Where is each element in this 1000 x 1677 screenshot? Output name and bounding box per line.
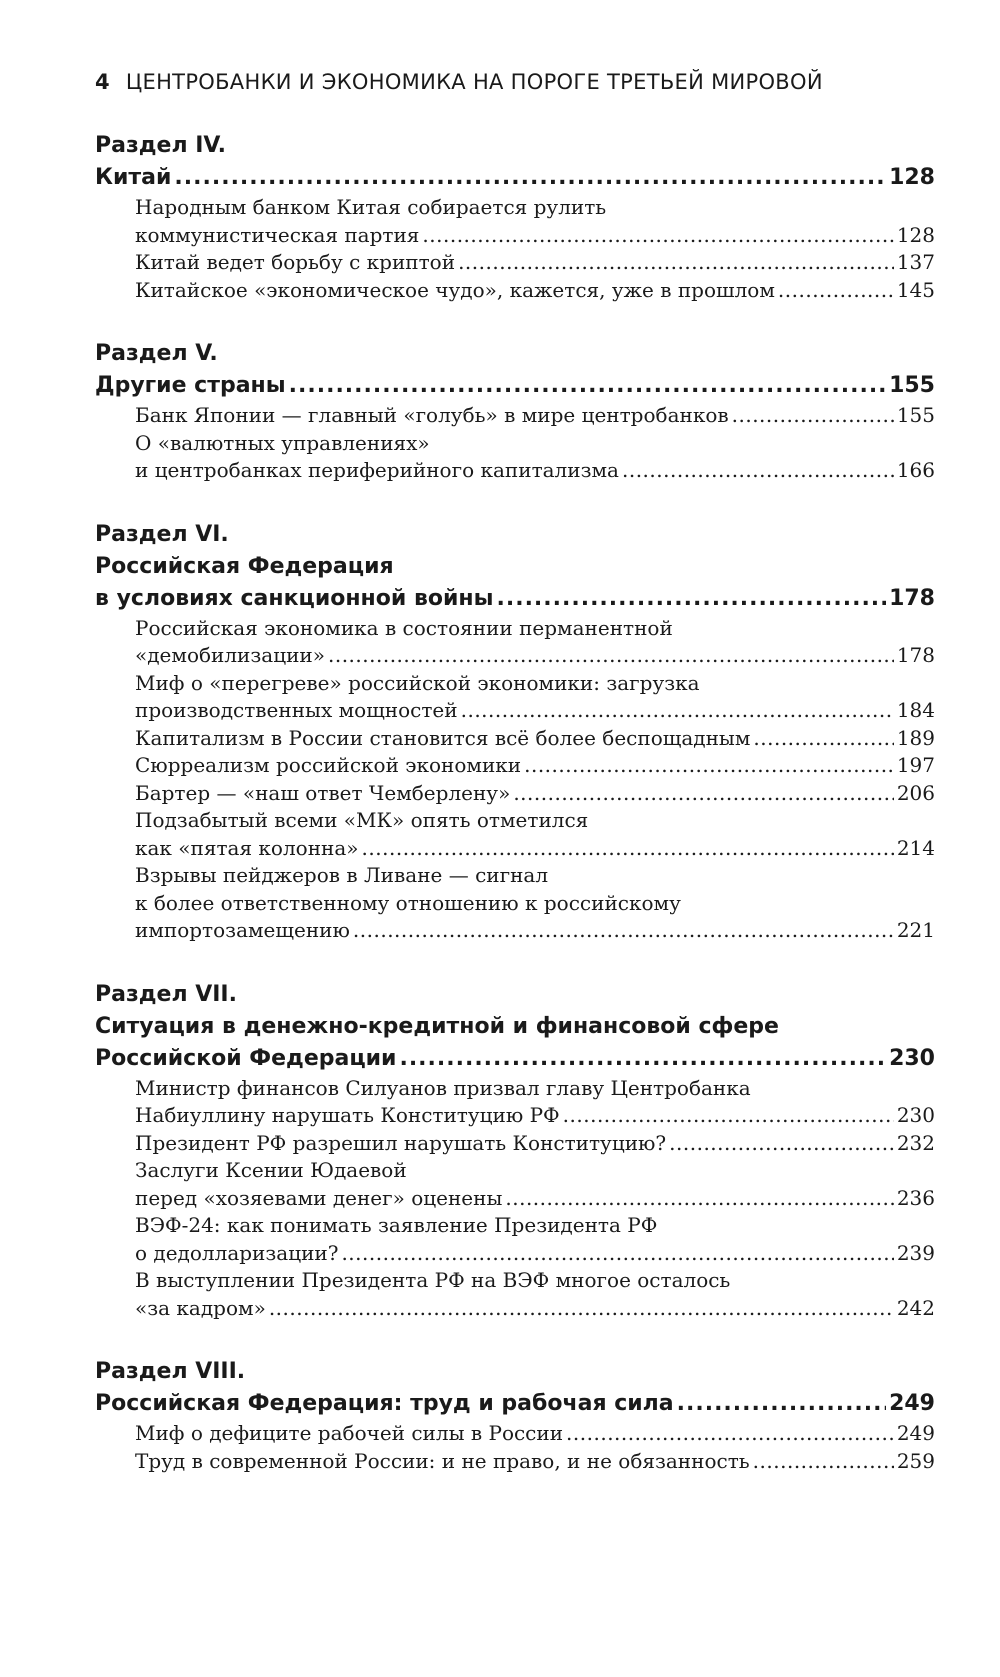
toc-entry-page-number: 214 [896,835,935,860]
section-title-text: Российская Федерация [95,553,394,579]
toc-entry-text: Народным банком Китая собирается рулить [135,195,607,219]
toc-entry-line [135,430,935,458]
toc-entry-text: перед «хозяевами денег» оценены [135,1185,503,1210]
section-items [95,1420,935,1475]
toc-entry-text: как «пятая колонна» [135,835,359,860]
dot-leader [399,1043,886,1075]
toc-entry-page-number: 221 [896,918,935,942]
toc-entry-text: «за кадром» [135,1295,266,1320]
toc-entry-line [135,1102,935,1130]
toc-entry-line [135,697,935,725]
toc-entry-text: Труд в современной России: и не право, и не обязанность [135,1448,750,1473]
section-title-text: Ситуация в денежно-кредитной и финансовой сфере [95,1013,779,1039]
toc-entry-page-number: 197 [896,753,935,777]
toc-entry-line [135,277,935,305]
toc-entry-text: импортозамещению [135,918,350,942]
section-title-line [95,551,935,583]
toc-entry [135,670,935,725]
dot-leader [677,1388,886,1420]
section-items [95,615,935,945]
toc-section [95,338,935,485]
toc-entry-text: Китай ведет борьбу с криптой [135,250,456,274]
section-title-line [95,370,935,402]
section-page-number: 128 [889,165,935,190]
section-items [95,402,935,485]
table-of-contents [95,130,935,1509]
toc-entry-line [135,1075,935,1103]
toc-entry-line [135,780,935,808]
toc-entry-line [135,1267,935,1295]
section-page-number: 155 [889,373,935,398]
dot-leader [353,917,894,945]
section-title-text: Российской Федерации [95,1045,397,1071]
section-title-text: в условиях санкционной войны [95,585,494,611]
section-page-number: 230 [889,1045,935,1071]
toc-section [95,1356,935,1475]
toc-entry-page-number: 230 [896,1103,935,1127]
toc-entry-page-number: 155 [896,403,935,427]
section-label: Раздел VI. [95,521,229,547]
toc-entry-text: Бартер — «наш ответ Чемберлену» [135,780,511,805]
toc-entry-text: к более ответственному отношению к российскому [135,890,681,915]
toc-entry-line [135,1240,935,1268]
toc-entry-line [135,807,935,835]
toc-entry-text: О «валютных управлениях» [135,430,430,455]
toc-entry [135,780,935,808]
toc-entry-line [135,1185,935,1213]
toc-entry-line [135,222,935,250]
toc-entry-page-number: 259 [896,1448,935,1473]
section-title-line [95,162,935,194]
toc-entry [135,1420,935,1448]
toc-entry-page-number: 236 [896,1185,935,1210]
toc-section [95,519,935,945]
section-title-text: Китай [95,165,172,190]
section-items [95,194,935,304]
section-page-number: 178 [889,585,935,611]
toc-entry-line [135,725,935,753]
section-items [95,1075,935,1323]
toc-entry-line [135,890,935,918]
dot-leader [563,1102,894,1130]
toc-entry-text: Банк Японии — главный «голубь» в мире центробанков [135,403,729,427]
toc-entry-line [135,1295,935,1323]
toc-entry-line [135,615,935,643]
toc-entry [135,1448,935,1476]
toc-entry-line [135,917,935,945]
section-title-line [95,1388,935,1420]
toc-section [95,130,935,304]
toc-entry-text: Президент РФ разрешил нарушать Конституцию? [135,1130,667,1155]
dot-leader [269,1295,894,1323]
toc-entry-line [135,670,935,698]
toc-entry-page-number: 242 [896,1295,935,1320]
toc-entry-line [135,1448,935,1476]
dot-leader [497,583,887,615]
toc-entry-line [135,457,935,485]
running-head [95,70,823,94]
toc-entry [135,1075,935,1130]
toc-entry-text: Капитализм в России становится всё более беспощадным [135,725,751,750]
toc-entry-text: Китайское «экономическое чудо», кажется, уже в прошлом [135,277,775,302]
toc-entry-text: ВЭФ-24: как понимать заявление Президента РФ [135,1213,658,1237]
dot-leader [622,457,894,485]
toc-entry-line [135,402,935,430]
toc-entry-text: Взрывы пейджеров в Ливане — сигнал [135,863,549,887]
dot-leader [461,697,894,725]
dot-leader [669,1130,894,1158]
dot-leader [362,835,894,863]
toc-entry-page-number: 249 [896,1421,935,1445]
toc-entry [135,725,935,753]
section-page-number: 249 [889,1391,935,1416]
toc-entry [135,807,935,862]
toc-entry-page-number: 128 [896,222,935,247]
toc-entry [135,402,935,430]
toc-entry-text: Миф о дефиците рабочей силы в России [135,1421,564,1445]
dot-leader [422,222,893,250]
toc-entry-page-number: 137 [896,250,935,274]
toc-entry-text: Миф о «перегреве» российской экономики: загрузка [135,670,700,695]
dot-leader [289,370,886,402]
section-title-line [95,1043,935,1075]
toc-entry-line [135,194,935,222]
toc-entry-text: В выступлении Президента РФ на ВЭФ многое осталось [135,1268,731,1292]
dot-leader [524,752,894,780]
toc-entry-page-number: 239 [896,1240,935,1265]
toc-entry-text: Заслуги Ксении Юдаевой [135,1158,407,1182]
dot-leader [174,162,886,194]
section-label: Раздел VIII. [95,1359,246,1384]
toc-entry-line [135,862,935,890]
section-label: Раздел IV. [95,133,226,158]
section-label: Раздел VII. [95,981,237,1007]
toc-entry-line [135,752,935,780]
toc-entry-page-number: 232 [896,1130,935,1155]
toc-entry [135,1267,935,1322]
section-title-line [95,583,935,615]
toc-entry [135,1212,935,1267]
toc-entry-page-number: 166 [896,458,935,482]
toc-entry-page-number: 189 [896,725,935,750]
toc-entry-page-number: 145 [896,277,935,302]
dot-leader [753,725,893,753]
toc-entry-text: «демобилизации» [135,643,325,667]
toc-entry-text: коммунистическая партия [135,222,420,247]
toc-entry-text: производственных мощностей [135,698,458,722]
toc-entry [135,615,935,670]
dot-leader [732,402,894,430]
toc-entry [135,194,935,249]
toc-entry-line [135,1212,935,1240]
section-label: Раздел V. [95,341,218,366]
page-number: 4 [95,70,110,94]
dot-leader [513,780,894,808]
toc-entry-page-number: 206 [896,780,935,805]
toc-entry-text: Набиуллину нарушать Конституцию РФ [135,1103,560,1127]
dot-leader [778,277,894,305]
toc-entry-text: Подзабытый всеми «МК» опять отметился [135,808,589,832]
toc-entry [135,277,935,305]
toc-entry [135,1157,935,1212]
toc-entry-line [135,835,935,863]
toc-section [95,979,935,1323]
toc-entry [135,1130,935,1158]
toc-entry-line [135,1420,935,1448]
dot-leader [753,1448,894,1476]
book-title: ЦЕНТРОБАНКИ И ЭКОНОМИКА НА ПОРОГЕ ТРЕТЬЕЙ МИРОВОЙ [125,70,823,94]
dot-leader [505,1185,893,1213]
toc-entry-line [135,249,935,277]
toc-entry [135,430,935,485]
dot-leader [328,642,894,670]
dot-leader [566,1420,894,1448]
toc-entry-text: и центробанках периферийного капитализма [135,458,619,482]
toc-entry-line [135,1157,935,1185]
toc-entry-text: Министр финансов Силуанов призвал главу Центробанка [135,1075,751,1100]
toc-entry-page-number: 184 [896,698,935,722]
toc-entry [135,249,935,277]
toc-entry-text: Российская экономика в состоянии перманентной [135,615,673,640]
section-title-text: Российская Федерация: труд и рабочая сила [95,1391,674,1416]
dot-leader [458,249,894,277]
section-title-text: Другие страны [95,373,286,398]
toc-entry-text: Сюрреализм российской экономики [135,753,522,777]
toc-entry [135,752,935,780]
section-title-line [95,1011,935,1043]
toc-entry-line [135,1130,935,1158]
dot-leader [341,1240,893,1268]
toc-entry-page-number: 178 [896,643,935,667]
toc-entry-text: о дедолларизации? [135,1240,339,1265]
toc-entry [135,862,935,945]
toc-entry-line [135,642,935,670]
